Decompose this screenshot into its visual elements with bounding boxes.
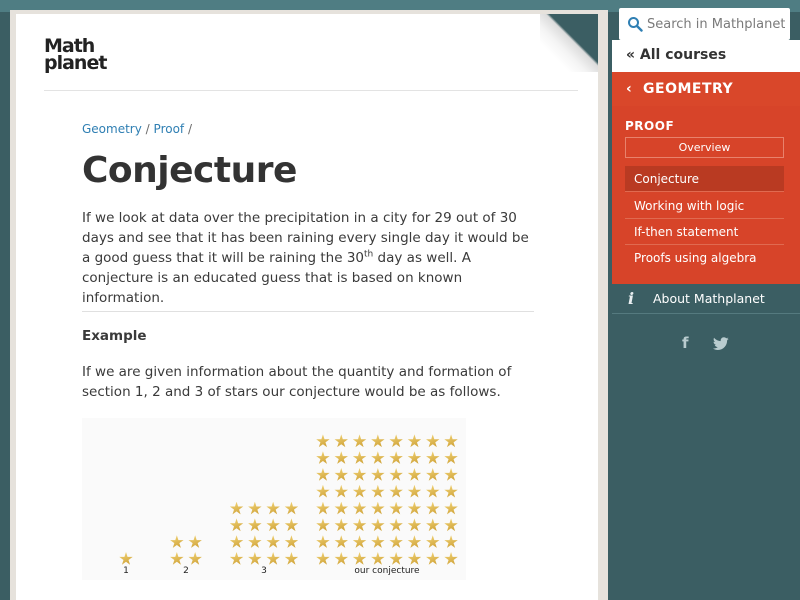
logo-line-2: planet (44, 52, 107, 74)
star-icon (353, 434, 367, 448)
star-icon (407, 485, 421, 499)
star-icon (444, 552, 458, 566)
star-icon (426, 434, 440, 448)
star-icon (188, 552, 202, 566)
star-icon (316, 451, 330, 465)
star-icon (389, 451, 403, 465)
star-icon (407, 552, 421, 566)
mathplanet-logo[interactable] (44, 35, 114, 76)
star-icon (426, 502, 440, 516)
star-icon (426, 451, 440, 465)
star-icon (230, 552, 244, 566)
star-icon (316, 434, 330, 448)
intro-text: If we look at data over the precipitation in a city for 29 out of 30 days and see that it has been raining every single day it would be a good guess that it will be raining the 30 (82, 210, 529, 266)
breadcrumb-proof[interactable]: Proof (153, 122, 185, 136)
star-icon (284, 518, 298, 532)
star-icon (389, 434, 403, 448)
star-icon (444, 518, 458, 532)
star-icon (426, 552, 440, 566)
page-title: Conjecture (82, 150, 297, 191)
logo-line-1: Math (44, 35, 95, 57)
breadcrumb-separator: / (187, 122, 193, 136)
star-icon (444, 451, 458, 465)
star-icon (389, 518, 403, 532)
about-link[interactable] (612, 284, 800, 314)
search-box[interactable] (619, 8, 790, 40)
intro-superscript: th (364, 249, 374, 260)
menu-item-if-then-statement[interactable]: If-then statement (625, 219, 784, 245)
all-courses-label: All courses (639, 47, 727, 63)
menu-item-working-with-logic[interactable]: Working with logic (625, 193, 784, 219)
star-icon (444, 434, 458, 448)
star-icon (371, 468, 385, 482)
star-icon (371, 451, 385, 465)
star-icon (334, 485, 348, 499)
star-icon (230, 518, 244, 532)
breadcrumb-geometry[interactable]: Geometry (82, 122, 142, 136)
example-heading: Example (82, 328, 147, 344)
star-icon (316, 502, 330, 516)
overview-button[interactable]: Overview (625, 137, 784, 158)
star-icon (353, 552, 367, 566)
star-icon (407, 468, 421, 482)
star-icon (316, 518, 330, 532)
star-icon (389, 535, 403, 549)
star-icon (389, 485, 403, 499)
star-icon (230, 502, 244, 516)
star-icon (426, 535, 440, 549)
star-icon (444, 485, 458, 499)
star-icon (266, 535, 280, 549)
figure-label-2: 2 (183, 566, 189, 576)
star-icon (334, 434, 348, 448)
star-icon (334, 468, 348, 482)
star-icon (248, 552, 262, 566)
stars-figure (82, 418, 466, 580)
star-icon (170, 535, 184, 549)
star-icon (444, 468, 458, 482)
star-icon (371, 535, 385, 549)
star-icon (316, 535, 330, 549)
header-divider (44, 90, 578, 91)
star-icon (334, 502, 348, 516)
star-icon (371, 485, 385, 499)
star-icon (407, 451, 421, 465)
star-icon (334, 518, 348, 532)
breadcrumb (82, 122, 192, 136)
star-icon (426, 518, 440, 532)
star-icon (266, 518, 280, 532)
star-icon (426, 468, 440, 482)
star-icon (119, 552, 133, 566)
star-icon (407, 535, 421, 549)
chapter-menu (612, 106, 800, 284)
star-icon (371, 518, 385, 532)
star-icon (444, 535, 458, 549)
star-icon (284, 552, 298, 566)
course-geometry-link[interactable] (612, 72, 800, 106)
twitter-icon[interactable] (712, 337, 730, 351)
star-icon (316, 552, 330, 566)
star-icon (371, 502, 385, 516)
figure-label-3: 3 (261, 566, 267, 576)
star-icon (353, 468, 367, 482)
star-icon (371, 552, 385, 566)
search-input[interactable] (647, 14, 785, 34)
star-icon (407, 434, 421, 448)
menu-item-conjecture[interactable]: Conjecture (625, 166, 784, 192)
star-icon (284, 502, 298, 516)
star-icon (389, 468, 403, 482)
chevron-left-icon: ‹ (626, 81, 638, 97)
star-icon (334, 552, 348, 566)
star-icon (371, 434, 385, 448)
course-label: GEOMETRY (643, 81, 734, 97)
all-courses-link[interactable] (612, 40, 800, 72)
figure-label-conjecture: our conjecture (354, 566, 420, 576)
star-icon (334, 535, 348, 549)
intro-paragraph (82, 208, 532, 308)
star-icon (334, 451, 348, 465)
info-icon: i (628, 289, 635, 308)
page-curl (540, 14, 598, 72)
intro-text-end: day as well. A conjecture is an educated guess that is based on known information. (82, 250, 471, 306)
about-label: About Mathplanet (653, 291, 765, 306)
example-paragraph: If we are given information about the quantity and formation of section 1, 2 and 3 of stars our conjecture would be as follows. (82, 364, 512, 400)
star-icon (316, 485, 330, 499)
star-icon (230, 535, 244, 549)
star-icon (407, 518, 421, 532)
star-icon (248, 502, 262, 516)
star-icon (444, 502, 458, 516)
star-icon (170, 552, 184, 566)
star-icon (353, 485, 367, 499)
figure-label-1: 1 (123, 566, 129, 576)
search-icon (627, 16, 643, 32)
star-icon (407, 502, 421, 516)
star-icon (266, 502, 280, 516)
star-icon (284, 535, 298, 549)
chapter-heading: PROOF (625, 119, 675, 133)
breadcrumb-separator: / (145, 122, 150, 136)
facebook-icon[interactable]: f (682, 334, 689, 352)
section-divider (82, 311, 534, 312)
star-icon (426, 485, 440, 499)
star-icon (353, 502, 367, 516)
star-icon (353, 535, 367, 549)
star-icon (248, 518, 262, 532)
star-icon (389, 502, 403, 516)
star-icon (188, 535, 202, 549)
star-icon (353, 451, 367, 465)
star-icon (353, 518, 367, 532)
star-icon (316, 468, 330, 482)
menu-item-proofs-using-algebra[interactable]: Proofs using algebra (634, 251, 757, 265)
star-icon (248, 535, 262, 549)
star-icon (389, 552, 403, 566)
double-chevron-left-icon: « (626, 47, 636, 63)
star-icon (266, 552, 280, 566)
